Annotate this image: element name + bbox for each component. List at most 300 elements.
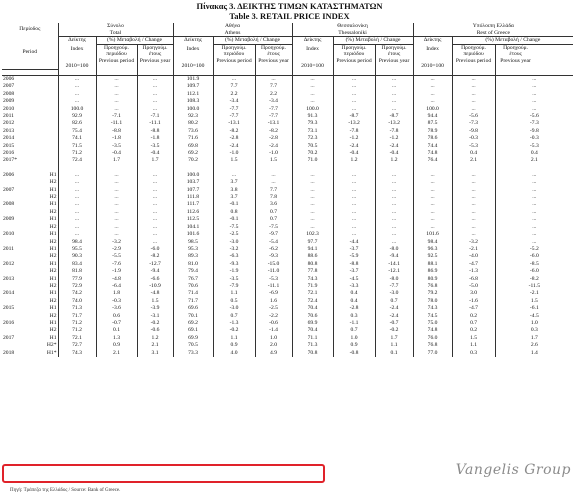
period-half: H1 <box>49 260 57 267</box>
table-cell: ... <box>452 91 495 98</box>
table-cell: ... <box>96 179 137 186</box>
table-cell: ... <box>495 98 573 105</box>
index-subheader <box>413 44 452 69</box>
period-year: 2007 <box>3 83 15 90</box>
table-cell: -7.8 <box>333 128 375 135</box>
table-cell: 71.7 <box>58 313 96 320</box>
table-cell: 96.3 <box>413 246 452 253</box>
prev-year-label-gr: Προηγούμ. έτους <box>381 44 407 58</box>
table-cell: -2.1 <box>495 290 573 297</box>
period-half <box>30 143 58 150</box>
table-row <box>2 75 573 83</box>
table-cell: -7.7 <box>255 113 292 120</box>
table-row <box>2 268 573 275</box>
table-cell: -6.0 <box>137 246 173 253</box>
index-header-gr: Δείκτης <box>413 37 452 45</box>
table-cell: -0.4 <box>333 150 375 157</box>
table-cell: 82.6 <box>58 120 96 127</box>
table-cell: ... <box>375 194 413 201</box>
table-row <box>2 187 573 194</box>
table-cell: ... <box>292 187 333 194</box>
table-cell: 91.3 <box>292 113 333 120</box>
table-body <box>2 75 573 357</box>
table-cell: -6.9 <box>255 290 292 297</box>
table-cell: 75.0 <box>413 320 452 327</box>
table-cell: ... <box>96 194 137 201</box>
table-cell: 102.3 <box>292 231 333 238</box>
period-half: H1 <box>49 334 57 341</box>
table-cell: 74.8 <box>413 327 452 334</box>
table-row <box>2 253 573 260</box>
table-cell: -3.5 <box>213 276 255 283</box>
table-cell: -11.1 <box>255 283 292 290</box>
period-year <box>2 253 30 260</box>
prev-year-label-gr: Προηγούμ. έτους <box>142 44 168 58</box>
table-cell: ... <box>58 91 96 98</box>
table-cell: 69.8 <box>173 143 213 150</box>
table-cell: 74.3 <box>413 305 452 312</box>
period-half <box>30 135 58 142</box>
table-cell: ... <box>137 83 173 90</box>
table-cell: ... <box>137 239 173 246</box>
table-title-block <box>0 1 579 21</box>
table-cell: ... <box>413 91 452 98</box>
table-cell: 69.1 <box>173 327 213 334</box>
table-cell: -7.6 <box>96 261 137 268</box>
table-cell: 101.9 <box>173 75 213 83</box>
table-cell: ... <box>292 216 333 223</box>
table-cell: 72.1 <box>58 335 96 342</box>
table-cell: -7.7 <box>255 106 292 113</box>
table-cell: -3.7 <box>333 268 375 275</box>
table-cell: 0.4 <box>333 298 375 305</box>
table-cell: -1.9 <box>96 268 137 275</box>
table-cell: 71.2 <box>58 150 96 157</box>
table-cell: 70.4 <box>292 305 333 312</box>
table-cell: ... <box>495 91 573 98</box>
table-cell: ... <box>292 75 333 83</box>
table-cell: -10.9 <box>137 283 173 290</box>
table-cell: 90.3 <box>58 253 96 260</box>
table-cell: 72.4 <box>58 157 96 164</box>
table-cell: ... <box>292 194 333 201</box>
prev-year-subheader <box>375 44 413 69</box>
table-cell: ... <box>58 201 96 208</box>
table-cell: -9.3 <box>213 261 255 268</box>
table-cell: -0.1 <box>213 216 255 223</box>
table-cell: -9.4 <box>375 253 413 260</box>
table-cell: ... <box>96 83 137 90</box>
table-cell: -8.0 <box>375 246 413 253</box>
table-cell: -7.3 <box>495 120 573 127</box>
table-row <box>2 113 573 120</box>
table-cell: ... <box>255 75 292 83</box>
table-cell: -6.4 <box>96 283 137 290</box>
table-cell: 1.1 <box>213 290 255 297</box>
table-cell: ... <box>137 187 173 194</box>
table-cell: -5.3 <box>255 276 292 283</box>
table-cell: 1.2 <box>333 157 375 164</box>
table-cell: 74.0 <box>58 298 96 305</box>
table-cell: 1.1 <box>213 335 255 342</box>
table-cell: 72.3 <box>292 135 333 142</box>
period-year: 2009 <box>3 98 15 105</box>
table-cell: 88.1 <box>413 261 452 268</box>
table-cell: ... <box>292 98 333 105</box>
table-cell: ... <box>495 187 573 194</box>
table-cell: 111.8 <box>173 194 213 201</box>
prev-year-label-en: Previous year <box>258 57 289 64</box>
table-cell: -4.7 <box>452 261 495 268</box>
table-cell: -14.1 <box>375 261 413 268</box>
table-cell: ... <box>96 172 137 179</box>
table-cell: -8.2 <box>495 276 573 283</box>
table-cell: -3.7 <box>333 246 375 253</box>
index-change-header-row <box>2 37 573 45</box>
table-cell: 71.2 <box>58 327 96 334</box>
table-cell: 108.3 <box>173 98 213 105</box>
table-cell: -2.5 <box>255 305 292 312</box>
prev-period-label-en: Previous period <box>455 57 492 64</box>
table-cell: -5.2 <box>495 246 573 253</box>
table-cell: 81.0 <box>173 261 213 268</box>
table-row <box>2 335 573 342</box>
period-year <box>2 194 30 201</box>
table-cell: 98.5 <box>173 239 213 246</box>
table-cell: -1.8 <box>137 135 173 142</box>
period-year <box>2 239 30 246</box>
period-half: H2 <box>49 268 57 275</box>
prev-period-label-gr: Προηγούμ. περιόδου <box>461 44 487 58</box>
table-cell: 1.5 <box>452 335 495 342</box>
table-cell: 0.4 <box>452 150 495 157</box>
table-cell: -13.1 <box>213 120 255 127</box>
table-cell: -0.3 <box>495 135 573 142</box>
table-cell: ... <box>495 224 573 231</box>
period-half <box>30 128 58 135</box>
table-cell: 95.5 <box>58 246 96 253</box>
table-row <box>2 276 573 283</box>
table-cell: -3.3 <box>333 283 375 290</box>
period-year <box>2 268 30 275</box>
index-base-label: 2010=100 <box>421 62 444 69</box>
table-cell: 92.5 <box>413 253 452 260</box>
table-cell: 70.2 <box>173 157 213 164</box>
period-half: H1 <box>49 305 57 312</box>
table-cell: 1.5 <box>495 298 573 305</box>
period-half: H2 <box>49 327 57 334</box>
table-cell: -0.4 <box>96 150 137 157</box>
table-cell: -11.0 <box>255 268 292 275</box>
table-cell: ... <box>137 106 173 113</box>
index-label-en: Index <box>306 46 319 53</box>
period-year: 2014 <box>3 135 15 142</box>
period-half: H1* <box>46 349 57 356</box>
table-cell: 1.1 <box>375 342 413 349</box>
table-cell: ... <box>58 172 96 179</box>
prev-period-label-en: Previous period <box>336 57 372 64</box>
table-cell: -9.4 <box>137 268 173 275</box>
table-cell: 71.6 <box>173 135 213 142</box>
table-cell: ... <box>292 91 333 98</box>
table-cell: 0.1 <box>375 350 413 357</box>
table-cell: ... <box>413 201 452 208</box>
table-row <box>2 128 573 135</box>
prev-period-label-gr: Προηγούμ. περιόδου <box>104 44 130 58</box>
table-cell: 2.2 <box>213 91 255 98</box>
table-cell: -1.0 <box>213 150 255 157</box>
table-cell: ... <box>213 172 255 179</box>
table-cell: ... <box>452 209 495 216</box>
table-row <box>2 342 573 349</box>
table-cell: 71.7 <box>173 298 213 305</box>
table-cell: 4.9 <box>255 350 292 357</box>
table-cell: ... <box>137 179 173 186</box>
table-cell: 0.7 <box>255 216 292 223</box>
table-cell: ... <box>375 98 413 105</box>
period-half <box>30 98 58 105</box>
table-cell: -8.0 <box>375 276 413 283</box>
period-half <box>30 75 58 83</box>
table-row <box>2 239 573 246</box>
table-cell: ... <box>137 172 173 179</box>
index-header-gr: Δείκτης <box>173 37 213 45</box>
index-label-en: Index <box>70 46 84 53</box>
table-cell: 2.0 <box>255 342 292 349</box>
section-spacer-row <box>2 165 573 172</box>
table-cell: ... <box>375 224 413 231</box>
table-cell: ... <box>413 75 452 83</box>
table-cell: -0.6 <box>255 320 292 327</box>
table-cell: -1.4 <box>255 327 292 334</box>
index-label-en: Index <box>426 46 439 53</box>
table-cell: ... <box>96 201 137 208</box>
period-label-gr: Περίοδος <box>19 26 41 32</box>
table-cell: ... <box>495 179 573 186</box>
table-cell: -3.0 <box>375 290 413 297</box>
table-cell: 71.1 <box>292 335 333 342</box>
table-cell: 1.0 <box>495 320 573 327</box>
table-cell: -7.8 <box>375 128 413 135</box>
period-year: 2015 <box>3 305 15 312</box>
table-cell: ... <box>452 231 495 238</box>
group-label-gr: Σύνολο <box>107 23 124 29</box>
table-cell: 1.5 <box>213 157 255 164</box>
prev-period-subheader <box>96 44 137 69</box>
table-cell: 71.9 <box>292 283 333 290</box>
table-cell: 71.0 <box>292 157 333 164</box>
period-half <box>30 113 58 120</box>
table-cell: ... <box>413 83 452 90</box>
table-cell: ... <box>292 209 333 216</box>
period-year: 2016 <box>3 150 15 157</box>
table-cell: ... <box>333 209 375 216</box>
table-cell: -4.5 <box>495 313 573 320</box>
table-cell: 75.4 <box>58 128 96 135</box>
table-cell: ... <box>137 91 173 98</box>
change-header: (%) Μεταβολή / Change <box>96 37 173 45</box>
table-cell: -0.7 <box>96 320 137 327</box>
table-cell: 1.3 <box>96 335 137 342</box>
table-cell: 79.2 <box>413 290 452 297</box>
period-year <box>2 298 30 305</box>
table-cell: 100.0 <box>173 106 213 113</box>
table-row <box>2 201 573 208</box>
table-cell: -5.4 <box>255 239 292 246</box>
table-cell: 70.8 <box>292 350 333 357</box>
table-cell: -8.2 <box>213 128 255 135</box>
table-cell: 71.3 <box>292 342 333 349</box>
table-cell: 77.0 <box>413 350 452 357</box>
group-rest-of-greece <box>413 23 573 37</box>
table-cell: 74.3 <box>58 350 96 357</box>
table-cell: 73.3 <box>173 350 213 357</box>
table-cell: ... <box>452 201 495 208</box>
table-cell: -13.1 <box>255 120 292 127</box>
table-row <box>2 283 573 290</box>
period-half: H2 <box>49 297 57 304</box>
table-cell: -0.7 <box>375 320 413 327</box>
table-cell: -2.8 <box>213 135 255 142</box>
period-year: 2018 <box>3 349 15 356</box>
table-cell: ... <box>495 75 573 83</box>
period-half: H1 <box>49 201 57 208</box>
table-cell: 2.1 <box>137 342 173 349</box>
table-cell: 0.3 <box>495 327 573 334</box>
table-cell: 1.7 <box>375 335 413 342</box>
table-cell: ... <box>213 75 255 83</box>
table-cell: 0.7 <box>213 313 255 320</box>
table-cell: 71.5 <box>58 143 96 150</box>
table-cell: -3.2 <box>452 239 495 246</box>
table-cell: 0.6 <box>96 313 137 320</box>
table-cell: -6.0 <box>495 268 573 275</box>
table-cell: ... <box>292 179 333 186</box>
index-header-gr: Δείκτης <box>58 37 96 45</box>
table-cell: -2.4 <box>333 143 375 150</box>
table-cell: ... <box>413 209 452 216</box>
table-cell: 72.1 <box>292 290 333 297</box>
table-cell: -8.2 <box>255 128 292 135</box>
table-cell: ... <box>333 172 375 179</box>
table-cell: 87.5 <box>413 120 452 127</box>
table-cell: 70.6 <box>173 283 213 290</box>
table-cell: -7.7 <box>213 106 255 113</box>
table-row <box>2 209 573 216</box>
period-half <box>30 120 58 127</box>
change-header: (%) Μεταβολή / Change <box>452 37 573 45</box>
table-cell: -8.8 <box>96 128 137 135</box>
prev-period-label-gr: Προηγούμ. περιόδου <box>341 44 367 58</box>
index-base-label: 2010=100 <box>65 62 89 69</box>
group-label-gr: Αθήνα <box>224 23 241 29</box>
table-cell: ... <box>292 224 333 231</box>
table-cell: ... <box>495 172 573 179</box>
table-cell: ... <box>292 172 333 179</box>
table-cell: ... <box>413 194 452 201</box>
table-title-greek: Πίνακας 3. ΔΕΙΚΤΗΣ ΤΙΜΩΝ ΚΑΤΑΣΤΗΜΑΤΩΝ <box>196 1 383 11</box>
table-cell: ... <box>495 239 573 246</box>
table-cell: 1.2 <box>375 157 413 164</box>
table-cell: -0.8 <box>333 350 375 357</box>
table-cell: -7.1 <box>137 113 173 120</box>
table-cell: -3.4 <box>213 98 255 105</box>
table-cell: 69.2 <box>173 150 213 157</box>
table-cell: -0.3 <box>96 298 137 305</box>
table-cell: 0.9 <box>213 342 255 349</box>
period-header <box>2 23 58 69</box>
table-row <box>2 298 573 305</box>
table-cell: -3.4 <box>255 98 292 105</box>
period-year: 2012 <box>3 260 15 267</box>
period-half: H1 <box>49 245 57 252</box>
table-cell: -2.5 <box>213 231 255 238</box>
table-cell: -3.2 <box>213 246 255 253</box>
table-cell: -6.2 <box>255 246 292 253</box>
prev-period-label-en: Previous period <box>98 57 135 64</box>
table-cell: 0.2 <box>452 327 495 334</box>
period-year: 2015 <box>3 142 15 149</box>
group-thessaloniki <box>292 23 413 37</box>
table-cell: 70.4 <box>292 327 333 334</box>
group-label-en: Total <box>109 29 122 36</box>
change-header: (%) Μεταβολή / Change <box>333 37 413 45</box>
period-year: 2013 <box>3 127 15 134</box>
table-cell: -4.4 <box>333 239 375 246</box>
table-cell: 0.3 <box>333 313 375 320</box>
table-cell: -12.1 <box>375 268 413 275</box>
table-cell: -11.1 <box>96 120 137 127</box>
table-cell: -8.5 <box>495 261 573 268</box>
table-cell: -1.0 <box>255 150 292 157</box>
prev-period-label-en: Previous period <box>216 57 252 64</box>
table-cell: 70.1 <box>173 313 213 320</box>
table-cell: 71.3 <box>58 305 96 312</box>
table-cell: 69.2 <box>173 320 213 327</box>
table-cell: 72.4 <box>292 298 333 305</box>
table-row <box>2 305 573 312</box>
table-cell: ... <box>495 209 573 216</box>
index-subheader <box>173 44 213 69</box>
table-cell: 81.8 <box>58 268 96 275</box>
table-cell: ... <box>137 75 173 83</box>
table-cell: 2.6 <box>495 342 573 349</box>
table-cell: 0.9 <box>333 342 375 349</box>
table-cell: ... <box>452 98 495 105</box>
table-cell: 0.4 <box>495 150 573 157</box>
table-cell: -5.3 <box>495 143 573 150</box>
table-cell: -6.6 <box>137 276 173 283</box>
table-cell: ... <box>495 201 573 208</box>
table-cell: ... <box>452 224 495 231</box>
table-cell: -8.7 <box>375 113 413 120</box>
table-cell: -5.9 <box>333 253 375 260</box>
period-half <box>30 106 58 113</box>
table-cell: 0.8 <box>213 209 255 216</box>
table-cell: 0.9 <box>96 342 137 349</box>
table-row <box>2 216 573 223</box>
group-label-en: Athens <box>224 29 241 36</box>
retail-price-index-table <box>2 23 573 357</box>
table-cell: ... <box>413 98 452 105</box>
table-cell: 94.4 <box>413 113 452 120</box>
table-cell: -3.9 <box>137 305 173 312</box>
table-cell: 76.8 <box>413 283 452 290</box>
index-base-label: 2010=100 <box>301 62 324 69</box>
table-cell: ... <box>58 216 96 223</box>
table-cell: ... <box>375 75 413 83</box>
table-cell: ... <box>137 98 173 105</box>
